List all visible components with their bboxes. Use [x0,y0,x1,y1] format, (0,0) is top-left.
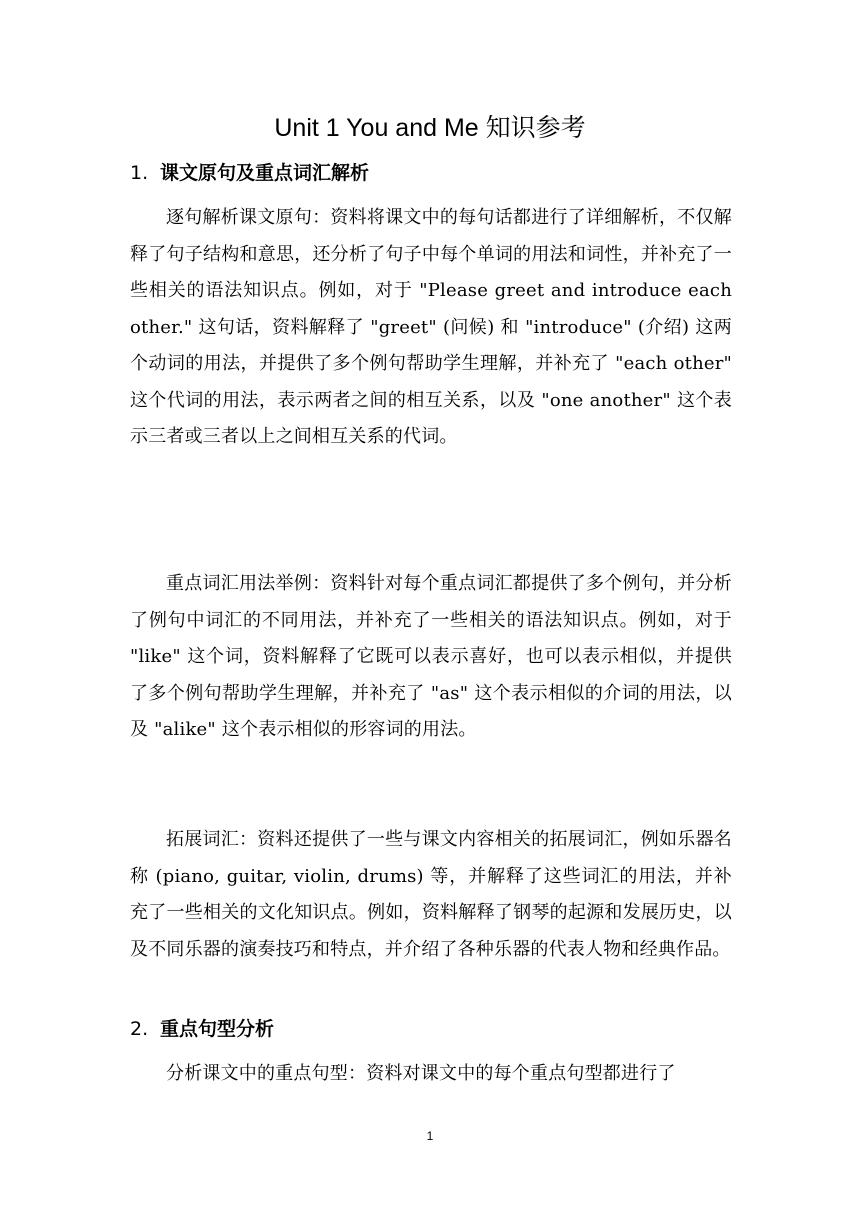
paragraph: 重点词汇用法举例：资料针对每个重点词汇都提供了多个例句，并分析了例句中词汇的不同用法，并补充了一些相关的语法知识点。例如，对于 "like" 这个词，资料解释了它既可以表示喜好，也可以表示相似，并提供了多个例句帮助学生理解，并补充了 "as" 这个表示相似的介词的用法，以及 "alike" 这个表示相似的形容词的用法。 [130,573,732,740]
paragraph: 逐句解析课文原句：资料将课文中的每句话都进行了详细解析，不仅解释了句子结构和意思，还分析了句子中每个单词的用法和词性，并补充了一些相关的语法知识点。例如，对于 "Please greet and introduce each other." 这句话，资料解释了 "greet" (问候) 和 "introduce" (介绍) 这两个动词的用法，并提供了多个例句帮助学生理解，并补充了 "each other" 这个代词的用法，表示两者之间的相互关系，以及 "one another" 这个表示三者或三者以上之间相互关系的代词。 [130,207,732,447]
document-title: Unit 1 You and Me 知识参考 [274,114,586,142]
paragraph: 分析课文中的重点句型：资料对课文中的每个重点句型都进行了 [166,1063,676,1084]
section-number: 2. [130,1018,149,1040]
section-number: 1. [130,162,149,184]
paragraph: 拓展词汇：资料还提供了一些与课文内容相关的拓展词汇，例如乐器名称 (piano, guitar, violin, drums) 等，并解释了这些词汇的用法，并补充了一些相关的文化知识点。例如，资料解释了钢琴的起源和发展历史，以及不同乐器的演奏技巧和特点，并介绍了各种乐器的代表人物和经典作品。 [130,829,732,960]
section-title: 重点句型分析 [160,1018,275,1040]
section-heading-2 [130,1014,750,1044]
section-title: 课文原句及重点词汇解析 [160,162,370,184]
section-heading-1 [130,158,750,188]
page-number: 1 [426,1129,434,1143]
